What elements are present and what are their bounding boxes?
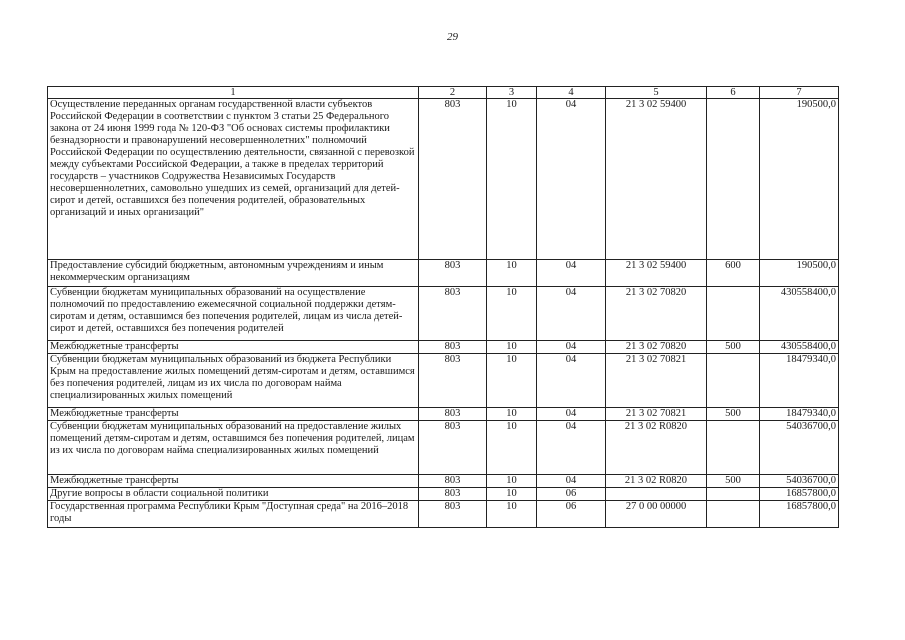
- row-grbs: 803: [419, 99, 487, 260]
- row-target-article: 21 3 02 70820: [606, 287, 707, 341]
- table-row: [48, 488, 839, 501]
- table-row: [48, 408, 839, 421]
- row-expense-type: 600: [707, 260, 760, 287]
- row-subsection: 04: [537, 354, 606, 408]
- row-section: 10: [487, 260, 537, 287]
- row-target-article: 21 3 02 70820: [606, 341, 707, 354]
- row-subsection: 04: [537, 260, 606, 287]
- row-description: Межбюджетные трансферты: [48, 475, 419, 488]
- row-expense-type: [707, 99, 760, 260]
- row-target-article: 21 3 02 70821: [606, 408, 707, 421]
- row-grbs: 803: [419, 287, 487, 341]
- row-target-article: 21 3 02 R0820: [606, 421, 707, 475]
- row-target-article: 27 0 00 00000: [606, 501, 707, 528]
- table-row: [48, 421, 839, 475]
- row-expense-type: [707, 354, 760, 408]
- row-subsection: 04: [537, 408, 606, 421]
- row-subsection: 04: [537, 341, 606, 354]
- page-number: 29: [447, 31, 458, 43]
- row-amount: 18479340,0: [760, 408, 839, 421]
- row-expense-type: 500: [707, 475, 760, 488]
- row-section: 10: [487, 341, 537, 354]
- row-section: 10: [487, 287, 537, 341]
- header-row: [48, 87, 839, 99]
- row-section: 10: [487, 354, 537, 408]
- table-row: [48, 475, 839, 488]
- row-subsection: 06: [537, 488, 606, 501]
- row-amount: 54036700,0: [760, 475, 839, 488]
- header-col-6: 6: [707, 87, 760, 99]
- row-description: Субвенции бюджетам муниципальных образований из бюджета Республики Крым на предоставление жилых помещений детям-сиротам и детям, оставшимся без попечения родителей, лицам из их числа по договорам найма специализированных жилых помещений: [48, 354, 419, 408]
- row-expense-type: 500: [707, 341, 760, 354]
- budget-table: [47, 86, 839, 528]
- row-grbs: 803: [419, 475, 487, 488]
- row-expense-type: [707, 501, 760, 528]
- header-col-1: 1: [48, 87, 419, 99]
- row-expense-type: [707, 287, 760, 341]
- row-target-article: 21 3 02 59400: [606, 99, 707, 260]
- row-target-article: 21 3 02 70821: [606, 354, 707, 408]
- row-section: 10: [487, 408, 537, 421]
- row-target-article: [606, 488, 707, 501]
- row-subsection: 04: [537, 287, 606, 341]
- row-subsection: 04: [537, 99, 606, 260]
- row-expense-type: [707, 488, 760, 501]
- row-description: Другие вопросы в области социальной политики: [48, 488, 419, 501]
- row-description: Субвенции бюджетам муниципальных образований на осуществление полномочий по предоставлению ежемесячной социальной поддержки детям-сиротам и детям, оставшимся без попечения родителей, лицам из числа детей-сирот и детей, оставшихся без попечения родителей: [48, 287, 419, 341]
- header-col-4: 4: [537, 87, 606, 99]
- row-subsection: 04: [537, 475, 606, 488]
- table-row: [48, 501, 839, 528]
- row-grbs: 803: [419, 341, 487, 354]
- row-description: Предоставление субсидий бюджетным, автономным учреждениям и иным некоммерческим организациям: [48, 260, 419, 287]
- row-section: 10: [487, 488, 537, 501]
- row-grbs: 803: [419, 408, 487, 421]
- row-description: Межбюджетные трансферты: [48, 408, 419, 421]
- row-amount: 16857800,0: [760, 488, 839, 501]
- header-col-7: 7: [760, 87, 839, 99]
- row-grbs: 803: [419, 421, 487, 475]
- row-amount: 430558400,0: [760, 341, 839, 354]
- table-row: [48, 260, 839, 287]
- header-col-2: 2: [419, 87, 487, 99]
- row-section: 10: [487, 421, 537, 475]
- row-description: Государственная программа Республики Крым "Доступная среда" на 2016–2018 годы: [48, 501, 419, 528]
- table-row: [48, 341, 839, 354]
- row-expense-type: 500: [707, 408, 760, 421]
- row-amount: 16857800,0: [760, 501, 839, 528]
- table-row: [48, 354, 839, 408]
- row-amount: 18479340,0: [760, 354, 839, 408]
- row-grbs: 803: [419, 501, 487, 528]
- row-amount: 190500,0: [760, 260, 839, 287]
- row-section: 10: [487, 475, 537, 488]
- row-target-article: 21 3 02 59400: [606, 260, 707, 287]
- header-col-3: 3: [487, 87, 537, 99]
- table-row: [48, 99, 839, 260]
- row-expense-type: [707, 421, 760, 475]
- row-target-article: 21 3 02 R0820: [606, 475, 707, 488]
- table-row: [48, 287, 839, 341]
- row-section: 10: [487, 99, 537, 260]
- row-amount: 190500,0: [760, 99, 839, 260]
- row-description: Межбюджетные трансферты: [48, 341, 419, 354]
- row-grbs: 803: [419, 260, 487, 287]
- row-subsection: 04: [537, 421, 606, 475]
- row-section: 10: [487, 501, 537, 528]
- row-description: Субвенции бюджетам муниципальных образований на предоставление жилых помещений детям-сиротам и детям, оставшимся без попечения родителей, лицам из их числа по договорам найма специализированных жилых помещений: [48, 421, 419, 475]
- header-col-5: 5: [606, 87, 707, 99]
- row-amount: 54036700,0: [760, 421, 839, 475]
- row-subsection: 06: [537, 501, 606, 528]
- row-amount: 430558400,0: [760, 287, 839, 341]
- row-grbs: 803: [419, 354, 487, 408]
- row-description: Осуществление переданных органам государственной власти субъектов Российской Федерации в соответствии с пунктом 3 статьи 25 Федерального закона от 24 июня 1999 года № 120-ФЗ "Об основах системы профилактики безнадзорности и правонарушений несовершеннолетних" полномочий Российской Федерации по осуществлению деятельности, связанной с перевозкой между субъектами Российской Федерации, а также в пределах территорий государств – участников Содружества Независимых Государств несовершеннолетних, самовольно ушедших из семей, организаций для детей-сирот и детей, оставшихся без попечения родителей, образовательных организаций и иных организаций": [48, 99, 419, 260]
- row-grbs: 803: [419, 488, 487, 501]
